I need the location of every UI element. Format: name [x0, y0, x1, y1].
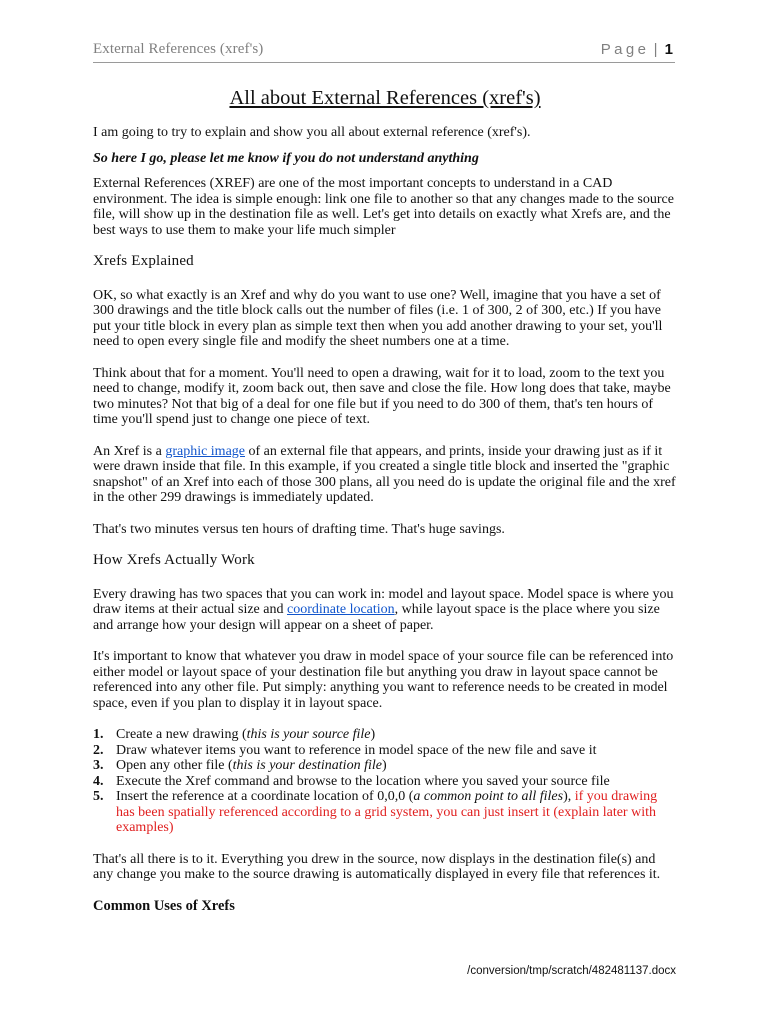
page-number-label	[601, 41, 673, 58]
list-item	[93, 789, 677, 836]
p3-text-after: of an external file that appears, and prints, inside your drawing just as if it were drawn inside that file. In this example, if you created a single title block and inserted the "graphic snapshot" of an Xref into each of those 300 plans, all you need do is update the original file and the xref in the other 299 drawings is immediately updated.	[93, 443, 676, 505]
how-xrefs-work-p2: It's important to know that whatever you draw in model space of your source file can be referenced into either model or layout space of your destination file but anything you draw in layout space cannot be referenced into any other file. Put simply: anything you want to reference needs to be created in model space, even if you plan to display it in layout space.	[93, 649, 674, 711]
step-text: Draw whatever items you want to reference in model space of the new file and save it	[116, 742, 597, 758]
how-xrefs-work-p3: That's all there is to it. Everything you drew in the source, now displays in the destination file(s) and any change you make to the source drawing is automatically displayed in every file that references it.	[93, 851, 661, 882]
graphic-image-link[interactable]: graphic image	[165, 443, 245, 459]
step-number: 2.	[93, 742, 104, 758]
xrefs-explained-p3	[93, 444, 677, 506]
step-text: Open any other file (	[116, 758, 233, 773]
section-heading-common-uses: Common Uses of Xrefs	[93, 897, 235, 914]
step-italic: this is your destination file	[232, 758, 382, 773]
overview-paragraph: External References (XREF) are one of the most important concepts to understand in a CAD environment. The idea is simple enough: link one file to another so that any changes made to the source file, will show up in the destination file as well. Let's get into details on exactly what Xrefs are, and the best ways to use them to make your life much simpler	[93, 176, 674, 238]
step-red-note: if you drawing has been spatially referenced according to a grid system, you can just insert it (explain later with examples)	[116, 789, 658, 835]
list-item	[93, 774, 677, 790]
step-number: 3.	[93, 758, 104, 773]
xrefs-explained-p4: That's two minutes versus ten hours of drafting time. That's huge savings.	[93, 521, 505, 537]
step-number: 1.	[93, 727, 104, 742]
step-italic: this is your source file	[246, 727, 371, 742]
step-number: 4.	[93, 773, 104, 789]
page-separator: |	[653, 41, 658, 58]
page-header	[93, 41, 675, 63]
step-number: 5.	[93, 789, 104, 804]
step-end: )	[381, 758, 387, 773]
header-title: External References (xref's)	[93, 41, 264, 57]
xrefs-explained-p1: OK, so what exactly is an Xref and why do you want to use one? Well, imagine that you have a set of 300 drawings and the title block calls out the number of files (i.e. 1 of 300, 2 of 300, etc.) If you have put your title block in every plan as simple text then when you add another drawing to your set, you'll need to open every single file and modify the sheet numbers one at a time.	[93, 287, 663, 349]
list-item	[93, 743, 677, 759]
xrefs-explained-p2: Think about that for a moment. You'll need to open a drawing, wait for it to load, zoom to the text you need to change, modify it, zoom back out, then save and close the file. How long does that take, maybe two minutes? Not that big of a deal for one file but if you need to do 300 of them, that's ten hours of time you'll spend just to change one piece of text.	[93, 365, 671, 427]
p3-text-before: An Xref is a	[93, 443, 166, 459]
intro-emphasis: So here I go, please let me know if you do not understand anything	[93, 150, 479, 166]
document-title: All about External References (xref's)	[229, 87, 541, 109]
section-heading-xrefs-explained: Xrefs Explained	[93, 253, 194, 269]
file-path-footer: /conversion/tmp/scratch/482481137.docx	[467, 965, 676, 977]
page-word: Page	[600, 41, 650, 58]
step-text: Insert the reference at a coordinate location of 0,0,0 (	[116, 789, 414, 804]
steps-list	[93, 727, 677, 836]
document-body	[93, 86, 677, 914]
p1-text-after: , while layout space is the place where you size and arrange how your design will appear on a sheet of paper.	[93, 602, 660, 633]
step-italic: a common point to all files	[413, 789, 564, 804]
intro-paragraph: I am going to try to explain and show you all about external reference (xref's).	[93, 125, 531, 140]
list-item	[93, 727, 677, 743]
section-heading-how-xrefs-work: How Xrefs Actually Work	[93, 552, 255, 568]
list-item	[93, 758, 677, 774]
coordinate-location-link[interactable]: coordinate location	[286, 602, 395, 617]
step-text: Execute the Xref command and browse to the location where you saved your source file	[116, 773, 610, 789]
p1-text-before: Every drawing has two spaces that you can work in: model and layout space. Model space is where you draw items at their actual size and	[93, 586, 674, 617]
step-end: ),	[563, 789, 575, 804]
step-text: Create a new drawing (	[116, 727, 247, 742]
how-xrefs-work-p1	[93, 587, 677, 634]
page-number: 1	[664, 41, 673, 58]
step-end: )	[370, 727, 376, 742]
